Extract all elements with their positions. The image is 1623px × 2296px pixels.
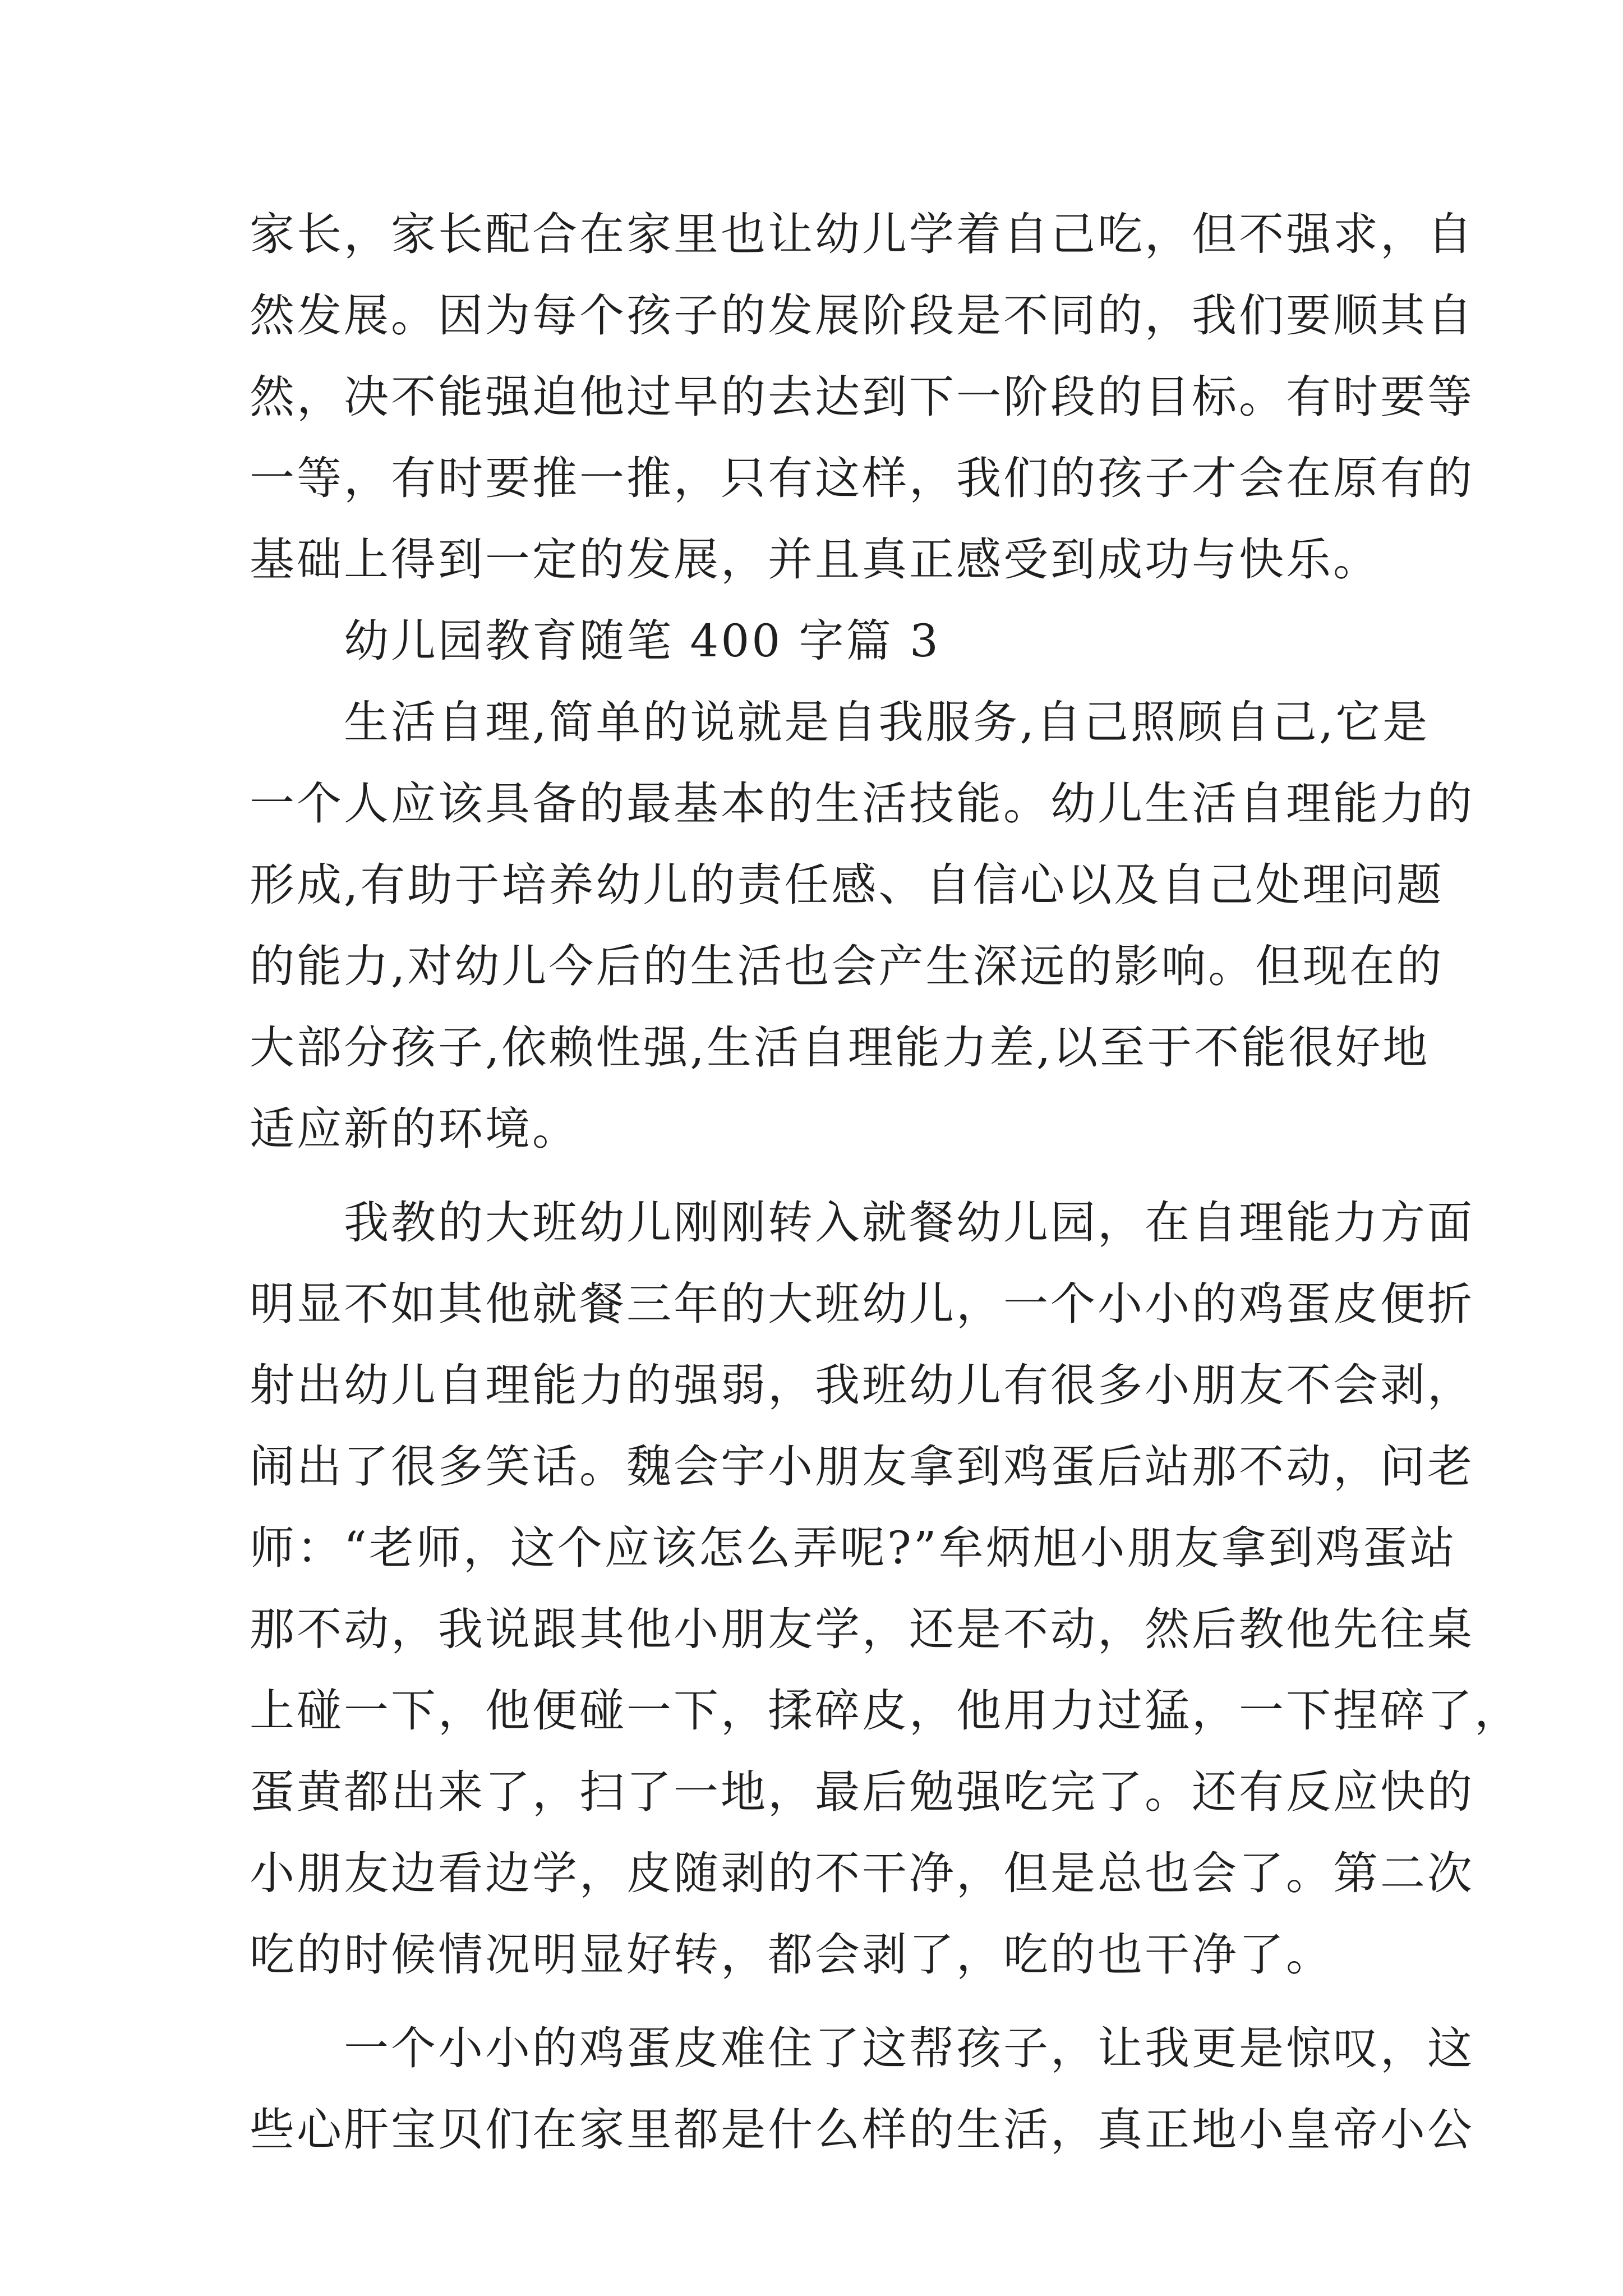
text-line: 然发展。因为每个孩子的发展阶段是不同的，我们要顺其自 [250, 289, 1474, 342]
text-line: 基础上得到一定的发展，并且真正感受到成功与快乐。 [250, 533, 1380, 586]
text-line: 闹出了很多笑话。魏会宇小朋友拿到鸡蛋后站那不动，问老 [250, 1441, 1474, 1493]
text-line: 吃的时候情况明显好转，都会剥了，吃的也干净了。 [250, 1929, 1333, 1981]
document-body [250, 194, 1521, 2170]
text-line: 小朋友边看边学，皮随剥的不干净，但是总也会了。第二次 [250, 1847, 1474, 1899]
text-line: 上碰一下，他便碰一下，揉碎皮，他用力过猛，一下捏碎了， [250, 1685, 1521, 1737]
text-line: 射出幼儿自理能力的强弱，我班幼儿有很多小朋友不会剥， [250, 1359, 1474, 1411]
text-line: 适应新的环境。 [250, 1103, 579, 1155]
text-line: 然，决不能强迫他过早的去达到下一阶段的目标。有时要等 [250, 371, 1474, 423]
paragraph-gap [250, 1170, 1380, 1182]
text-line: 一等，有时要推一推，只有这样，我们的孩子才会在原有的 [250, 452, 1474, 504]
text-line: 些心肝宝贝们在家里都是什么样的生活，真正地小皇帝小公 [250, 2104, 1474, 2156]
text-line: 那不动，我说跟其他小朋友学，还是不动，然后教他先往桌 [250, 1603, 1474, 1655]
text-line: 师：“老师，这个应该怎么弄呢?”牟炳旭小朋友拿到鸡蛋站 [250, 1522, 1457, 1574]
text-line: 明显不如其他就餐三年的大班幼儿，一个小小的鸡蛋皮便折 [250, 1278, 1474, 1330]
text-line: 大部分孩子,依赖性强,生活自理能力差,以至于不能很好地 [250, 1022, 1430, 1074]
paragraph-gap [250, 1995, 1380, 2008]
text-line: 一个人应该具备的最基本的生活技能。幼儿生活自理能力的 [250, 777, 1474, 830]
text-line: 我教的大班幼儿刚刚转入就餐幼儿园，在自理能力方面 [250, 1197, 1474, 1249]
text-line: 一个小小的鸡蛋皮难住了这帮孩子，让我更是惊叹，这 [250, 2022, 1474, 2074]
text-line: 蛋黄都出来了，扫了一地，最后勉强吃完了。还有反应快的 [250, 1766, 1474, 1818]
text-line: 形成,有助于培养幼儿的责任感、自信心以及自己处理问题 [250, 859, 1444, 911]
section-heading: 幼儿园教育随笔 400 字篇 3 [250, 615, 940, 667]
text-line: 的能力,对幼儿今后的生活也会产生深远的影响。但现在的 [250, 940, 1444, 992]
text-line: 家长，家长配合在家里也让幼儿学着自己吃，但不强求，自 [250, 208, 1474, 260]
text-line: 生活自理,简单的说就是自我服务,自己照顾自己,它是 [250, 696, 1430, 748]
